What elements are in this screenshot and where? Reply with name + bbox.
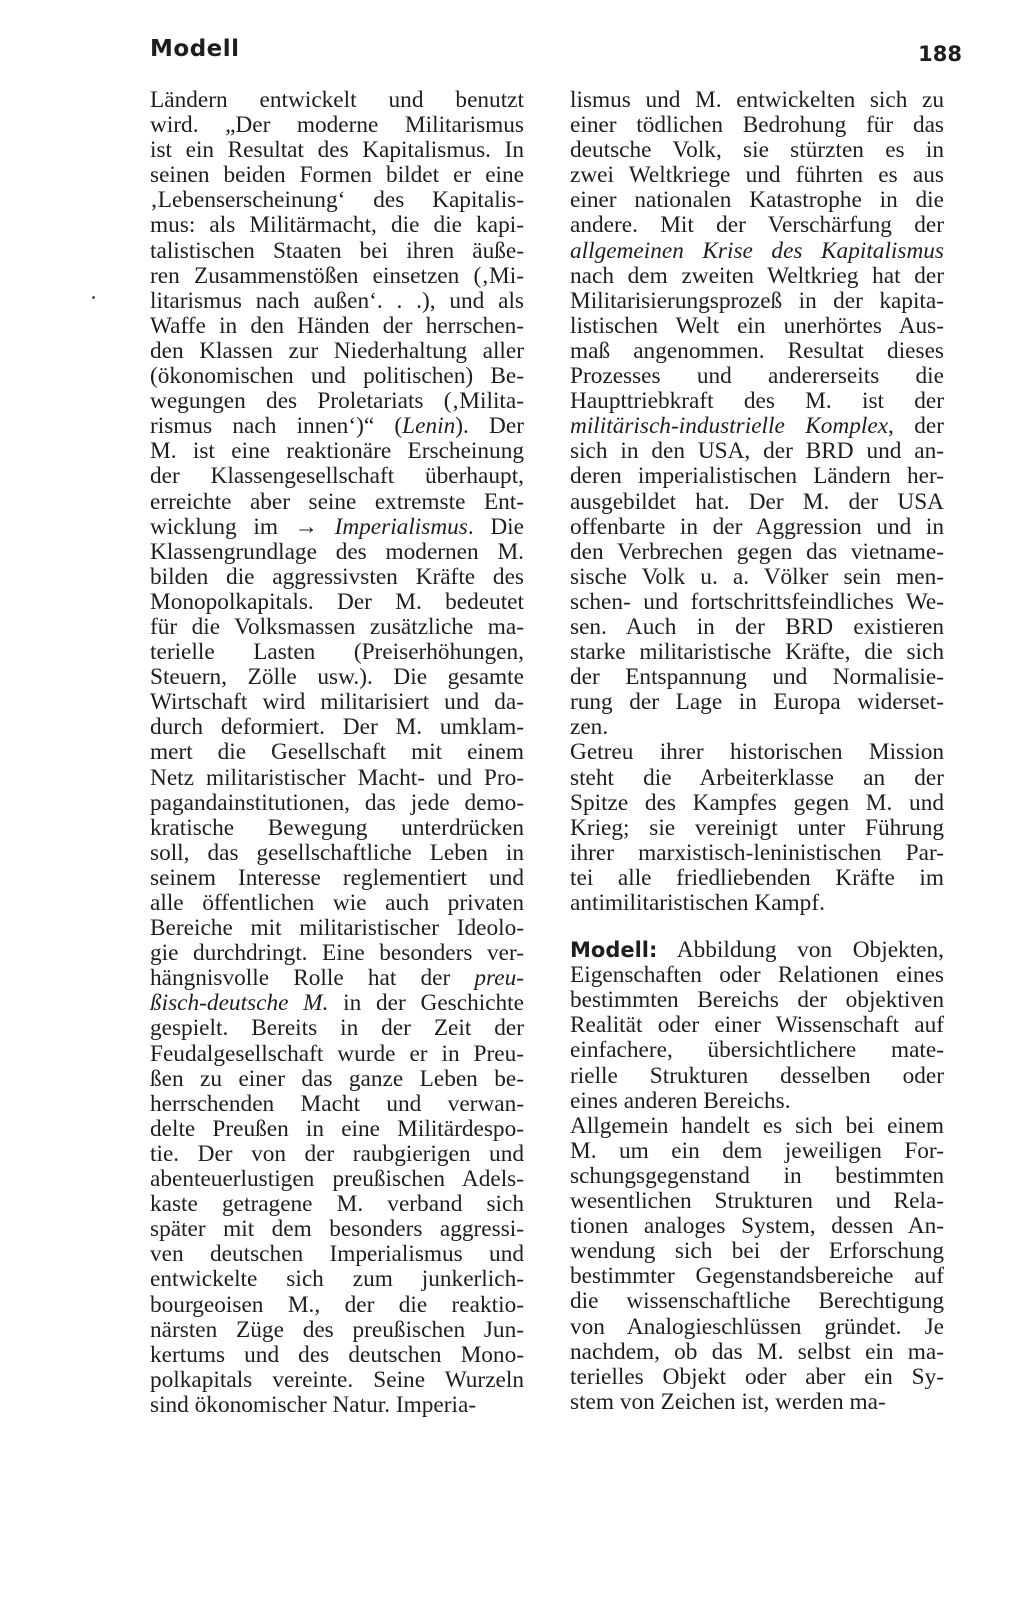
text-line: ßisch-deutsche M. in der Geschichte [150,990,524,1017]
text-line: wesentlichen Strukturen und Rela- [570,1188,944,1215]
text-line: Feudalgesellschaft wurde er in Preu- [150,1040,524,1067]
text-line: bestimmten Bereichs der objektiven [570,987,944,1014]
text-line: wicklung im → Imperialismus. Die [150,513,524,540]
text-line: der Klassengesellschaft überhaupt, [150,463,524,490]
text-line: rielle Strukturen desselben oder [570,1062,944,1089]
text-line: tionen analoges System, dessen An- [570,1213,944,1240]
text-line: der Entspannung und Normalisie- [570,664,944,691]
text-line: ren Zusammenstößen einsetzen (‚Mi- [150,262,524,289]
text-line: M. ist eine reaktionäre Erscheinung [150,438,524,465]
text-line: einer nationalen Katastrophe in die [570,187,944,214]
text-line: gespielt. Bereits in der Zeit der [150,1015,524,1042]
text-line: durch deformiert. Der M. umklam- [150,714,524,741]
text-line: delte Preußen in eine Militärdespo- [150,1115,524,1142]
left-text-column [150,88,524,1418]
italic-term: preu- [474,965,524,992]
text-line: ‚Lebenserscheinung‘ des Kapitalis- [150,187,524,214]
text-line: tei alle friedliebenden Kräfte im [570,864,944,891]
text-line: Krieg; sie vereinigt unter Führung [570,814,944,841]
text-line: seinem Interesse reglementiert und [150,864,524,891]
text-line: sen. Auch in der BRD existieren [570,613,944,640]
text-line: ßen zu einer das ganze Leben be- [150,1065,524,1092]
text-line: entwickelte sich zum junkerlich- [150,1266,524,1293]
text-line: von Analogieschlüssen gründet. Je [570,1313,944,1340]
text-line: Haupttriebkraft des M. ist der [570,388,944,415]
text-line: terielles Objekt oder aber ein Sy- [570,1363,944,1390]
text-line: Monopolkapitals. Der M. bedeutet [150,588,524,615]
text-line: Steuern, Zölle usw.). Die gesamte [150,664,524,691]
text-line: ist ein Resultat des Kapitalismus. In [150,137,524,164]
text-line: tie. Der von der raubgierigen und [150,1140,524,1167]
text-line: terielle Lasten (Preiserhöhungen, [150,639,524,666]
text-line: Ländern entwickelt und benutzt [150,87,524,113]
text-line: einer tödlichen Bedrohung für das [570,112,944,139]
text-line: mert die Gesellschaft mit einem [150,739,524,766]
text-line: abenteuerlustigen preußischen Adels- [150,1166,524,1193]
text-line: seinen beiden Formen bildet er eine [150,162,524,189]
text-line: sich in den USA, der BRD und an- [570,438,944,465]
text-line: soll, das gesellschaftliche Leben in [150,839,524,866]
text-line: deutsche Volk, sie stürzten es in [570,137,944,164]
entry-headword: Modell: [570,938,658,963]
scan-speck [92,296,95,299]
text-line: rung der Lage in Europa widerset- [570,689,944,716]
text-line: offenbarte in der Aggression und in [570,513,944,540]
text-line: maß angenommen. Resultat dieses [570,337,944,364]
text-line: steht die Arbeiterklasse an der [570,764,944,791]
text-line: kaste getragene M. verband sich [150,1191,524,1218]
italic-term: militärisch-industrielle Komplex [570,413,889,440]
text-line [570,239,944,264]
text-line: wendung sich bei der Erforschung [570,1238,944,1265]
text-line: kertums und des deutschen Mono- [150,1341,524,1368]
paragraph-gap [570,916,944,938]
text-line: den Verbrechen gegen das vietname- [570,538,944,565]
text-line: schen- und fortschrittsfeindliches We- [570,588,944,615]
text-line: Spitze des Kampfes gegen M. und [570,789,944,816]
text-line: bestimmter Gegenstandsbereiche auf [570,1263,944,1290]
italic-term: ßisch-deutsche M. [150,990,329,1017]
right-text-column [570,88,944,1415]
text-line: zen. [570,714,609,741]
text-line: Allgemein handelt es sich bei einem [570,1112,944,1139]
text-line: lismus und M. entwickelten sich zu [570,87,944,113]
text-line: wird. „Der moderne Militarismus [150,112,524,139]
text-line: (ökonomischen und politischen) Be- [150,363,524,390]
text-line: herrschenden Macht und verwan- [150,1090,524,1117]
text-line: listischen Welt ein unerhörtes Aus- [570,312,944,339]
text-line: sische Volk u. a. Völker sein men- [570,563,944,590]
text-line: deren imperialistischen Ländern her- [570,463,944,490]
text-line: wegungen des Proletariats (‚Milita- [150,388,524,415]
text-line: zwei Weltkriege und führten es aus [570,162,944,189]
text-line: andere. Mit der Verschärfung der [570,212,944,239]
text-line: Eigenschaften oder Relationen eines [570,962,944,989]
text-line: Getreu ihrer historischen Mission [570,739,944,766]
text-line: den Klassen zur Niederhaltung aller [150,337,524,364]
text-line: Realität oder einer Wissenschaft auf [570,1012,944,1039]
text-line: Prozesses und andererseits die [570,363,944,390]
text-line: bilden die aggressivsten Kräfte des [150,563,524,590]
running-head: Modell [150,36,240,62]
text-line: die wissenschaftliche Berechtigung [570,1288,944,1315]
text-line: nach dem zweiten Weltkrieg hat der [570,262,944,289]
text-line: pagandainstitutionen, das jede demo- [150,789,524,816]
text-line: Klassengrundlage des modernen M. [150,538,524,565]
text-line: einfachere, übersichtlichere mate- [570,1037,944,1064]
text-line: mus: als Militärmacht, die die kapi- [150,212,524,239]
page-number: 188 [918,42,962,66]
text-line: kratische Bewegung unterdrücken [150,814,524,841]
text-line: hängnisvolle Rolle hat der preu- [150,965,524,992]
text-line: nachdem, ob das M. selbst ein ma- [570,1338,944,1365]
text-line: militärisch-industrielle Komplex, der [570,413,944,440]
text-line: polkapitals vereinte. Seine Wurzeln [150,1366,524,1393]
text-line: M. um ein dem jeweiligen For- [570,1137,944,1164]
text-line: Modell: Abbildung von Objekten, [570,937,944,964]
text-line: ven deutschen Imperialismus und [150,1241,524,1268]
italic-term: Lenin [402,413,456,440]
text-line: Bereiche mit militaristischer Ideolo- [150,915,524,942]
text-line: alle öffentlichen wie auch privaten [150,890,524,916]
text-line: Wirtschaft wird militarisiert und da- [150,689,524,716]
text-line: litarismus nach außen‘. . .), und als [150,287,524,314]
text-line: ihrer marxistisch-leninistischen Par- [570,839,944,866]
text-line: eines anderen Bereichs. [570,1087,791,1114]
text-line: starke militaristische Kräfte, die sich [570,639,944,666]
text-line: erreichte aber seine extremste Ent- [150,488,524,515]
text-line: sind ökonomischer Natur. Imperia- [150,1391,477,1418]
text-line: später mit dem besonders aggressi- [150,1216,524,1243]
text-line: bourgeoisen M., der die reaktio- [150,1291,524,1318]
text-line: stem von Zeichen ist, werden ma- [570,1388,886,1415]
text-line: rismus nach innen‘)“ (Lenin). Der [150,413,524,440]
text-line: talistischen Staaten bei ihren äuße- [150,237,524,264]
text-line: Waffe in den Händen der herrschen- [150,312,524,339]
italic-term: Imperialismus [334,513,468,540]
text-line: gie durchdringt. Eine besonders ver- [150,940,524,967]
text-line: Militarisierungsprozeß in der kapita- [570,287,944,314]
text-line: ausgebildet hat. Der M. der USA [570,488,944,515]
text-line: närsten Züge des preußischen Jun- [150,1316,524,1343]
text-line: antimilitaristischen Kampf. [570,890,825,916]
text-line: Netz militaristischer Macht- und Pro- [150,764,524,791]
italic-term: allgemeinen Krise des Kapitalismus [570,237,944,264]
text-line: schungsgegenstand in bestimmten [570,1162,944,1189]
text-line: für die Volksmassen zusätzliche ma- [150,613,524,640]
